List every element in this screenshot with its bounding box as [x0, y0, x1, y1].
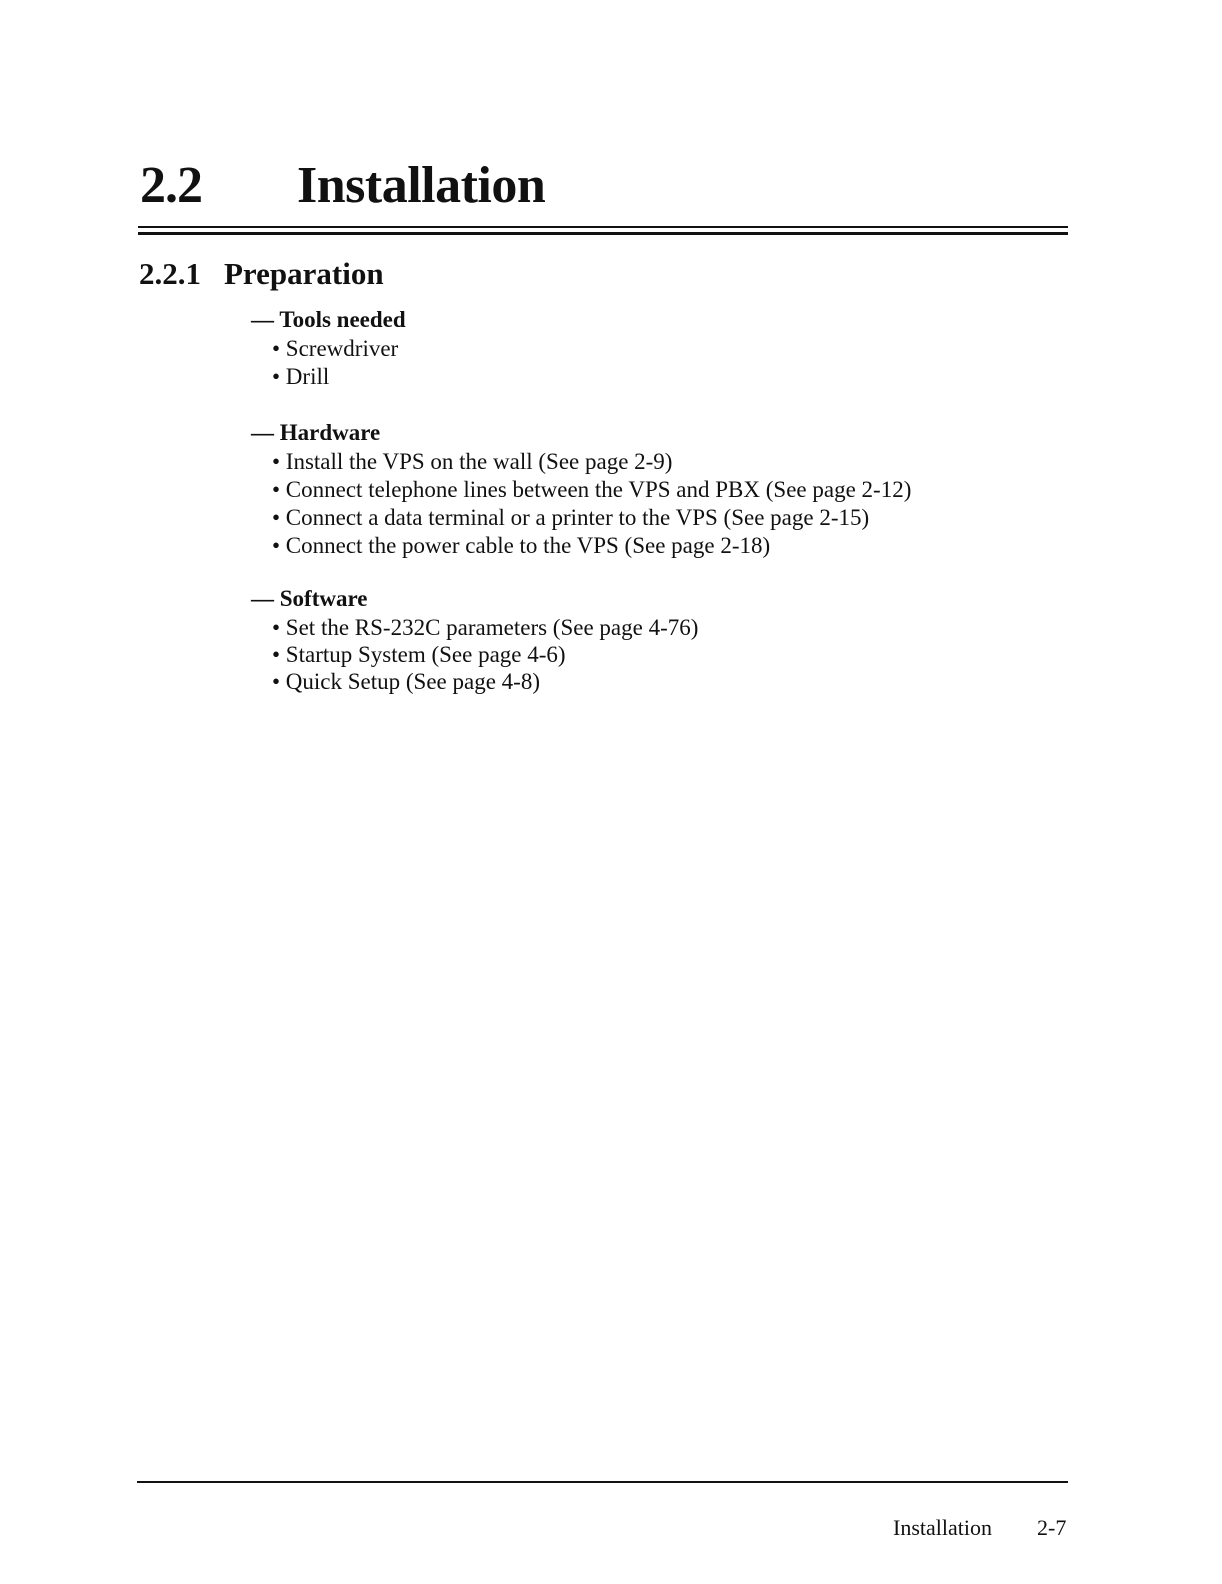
group-title-hardware: — Hardware	[251, 420, 381, 445]
list-item: • Quick Setup (See page 4-8)	[272, 669, 541, 694]
list-item: • Connect the power cable to the VPS (See page 2-18)	[272, 533, 771, 558]
section-title: Installation	[297, 157, 546, 214]
section-number: 2.2	[140, 157, 202, 214]
header-rule-thick	[138, 232, 1068, 235]
list-item: • Screwdriver	[272, 336, 399, 361]
list-item: • Set the RS-232C parameters (See page 4-76)	[272, 615, 699, 640]
footer-rule	[137, 1481, 1068, 1483]
subsection-title: Preparation	[224, 256, 384, 291]
footer-chapter-label: Installation	[893, 1515, 992, 1540]
group-title-tools: — Tools needed	[251, 307, 406, 332]
list-item: • Drill	[272, 364, 330, 389]
subsection-number: 2.2.1	[139, 256, 201, 291]
list-item: • Connect telephone lines between the VPS and PBX (See page 2-12)	[272, 477, 912, 502]
list-item: • Install the VPS on the wall (See page 2-9)	[272, 449, 673, 474]
list-item: • Startup System (See page 4-6)	[272, 642, 566, 667]
footer-page-number: 2-7	[1037, 1515, 1067, 1540]
header-rule-thin	[138, 226, 1068, 228]
list-item: • Connect a data terminal or a printer to the VPS (See page 2-15)	[272, 505, 870, 530]
group-title-software: — Software	[251, 586, 368, 611]
